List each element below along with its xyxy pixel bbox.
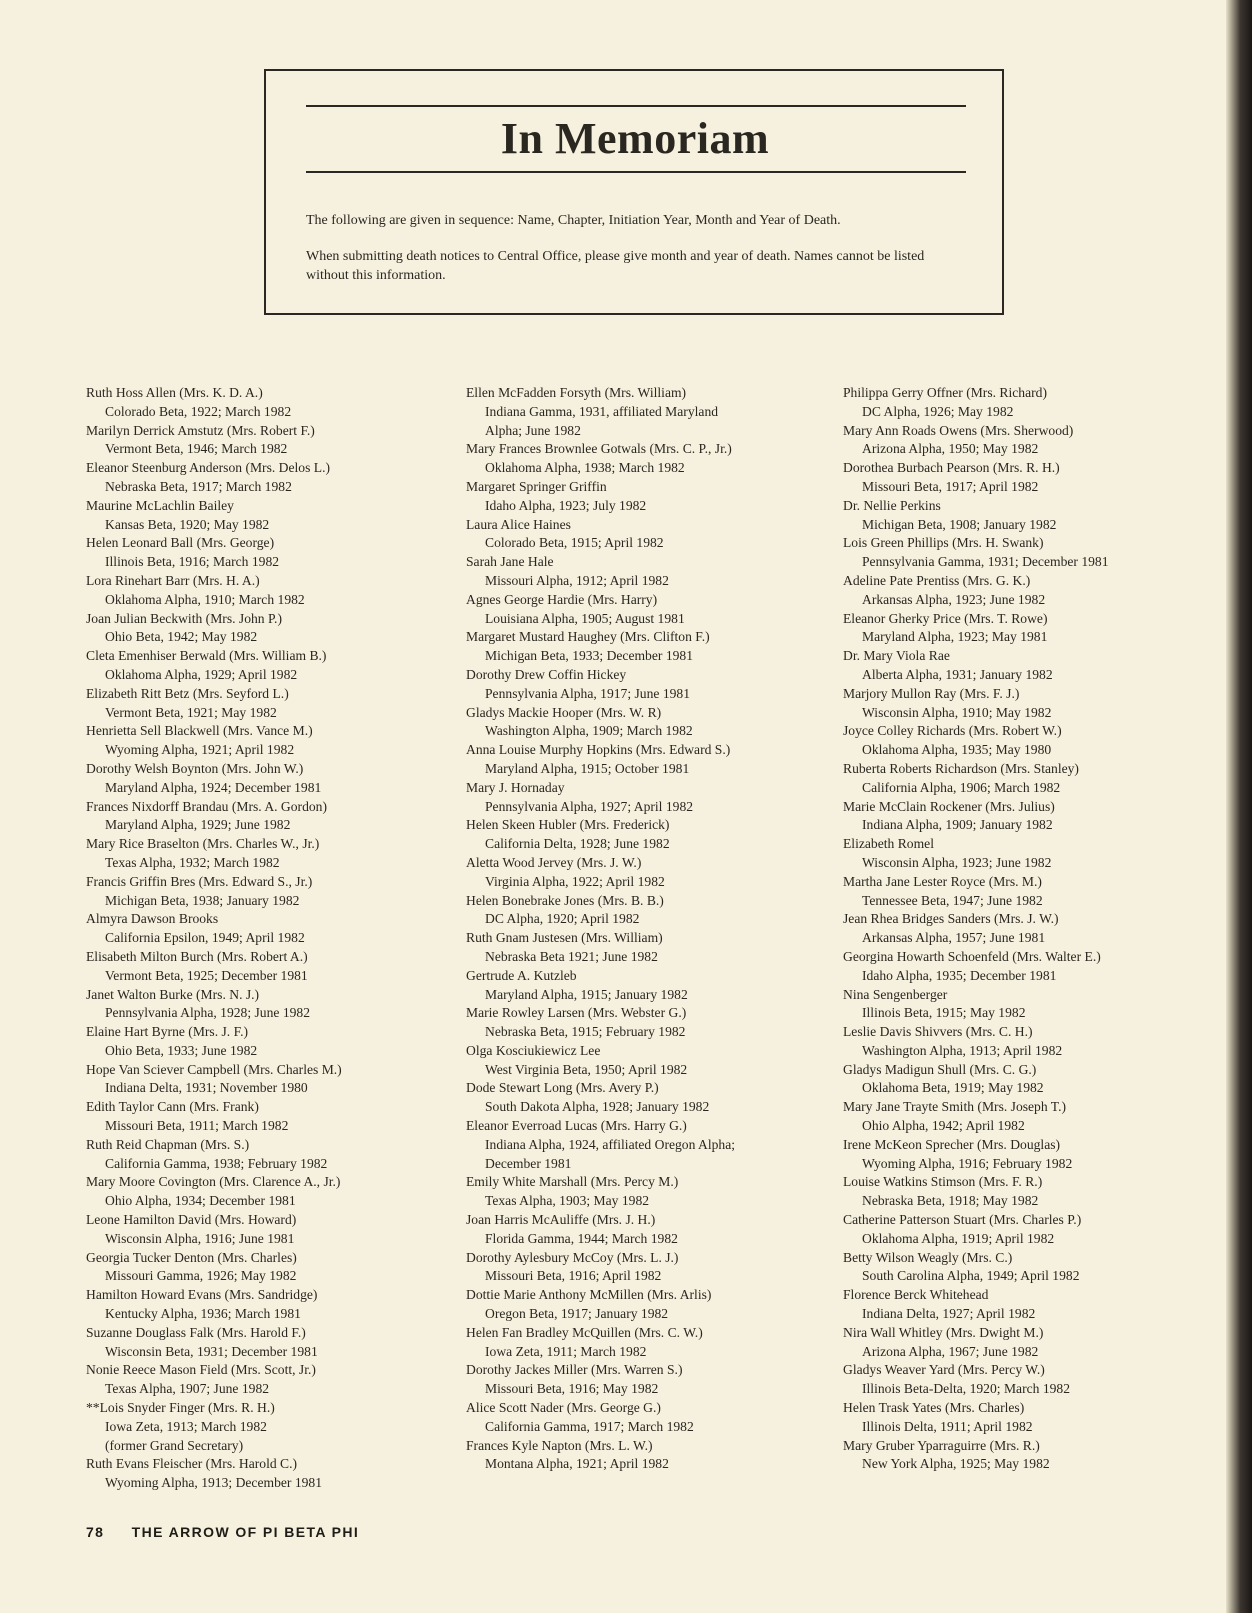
member-name: Eleanor Steenburg Anderson (Mrs. Delos L.) — [86, 460, 331, 476]
member-details: Missouri Gamma, 1926; May 1982 — [105, 1268, 297, 1284]
member-name: Joyce Colley Richards (Mrs. Robert W.) — [843, 723, 1062, 739]
member-details: Wyoming Alpha, 1921; April 1982 — [105, 742, 295, 758]
member-details: California Alpha, 1906; March 1982 — [862, 779, 1061, 795]
memoriam-entry — [843, 497, 1223, 535]
member-details: Wisconsin Alpha, 1923; June 1982 — [862, 854, 1052, 870]
member-name: Helen Skeen Hubler (Mrs. Frederick) — [466, 817, 670, 833]
memoriam-column-1 — [86, 384, 426, 1493]
memoriam-entry — [86, 384, 426, 422]
memoriam-entry — [86, 1455, 426, 1493]
memoriam-entry — [843, 1211, 1223, 1249]
memoriam-header-box — [264, 69, 1004, 315]
page-footer — [86, 1524, 359, 1540]
member-details: New York Alpha, 1925; May 1982 — [862, 1456, 1050, 1472]
member-name: Dorothy Aylesbury McCoy (Mrs. L. J.) — [466, 1249, 679, 1265]
member-name: Frances Kyle Napton (Mrs. L. W.) — [466, 1437, 653, 1453]
member-name: Dottie Marie Anthony McMillen (Mrs. Arlis) — [466, 1287, 712, 1303]
memoriam-entry — [843, 384, 1223, 422]
memoriam-entry — [843, 1399, 1223, 1437]
member-name: Catherine Patterson Stuart (Mrs. Charles P.) — [843, 1212, 1082, 1228]
memoriam-entry — [843, 722, 1223, 760]
member-details: Missouri Beta, 1916; April 1982 — [485, 1268, 662, 1284]
memoriam-entry — [466, 591, 826, 629]
member-details: Michigan Beta, 1933; December 1981 — [485, 648, 694, 664]
memoriam-entry — [86, 760, 426, 798]
memoriam-entry — [843, 1361, 1223, 1399]
memoriam-entry — [86, 1061, 426, 1099]
member-name: Dorothy Jackes Miller (Mrs. Warren S.) — [466, 1362, 683, 1378]
member-name: Lora Rinehart Barr (Mrs. H. A.) — [86, 572, 260, 588]
memoriam-entry — [843, 572, 1223, 610]
member-details: Wisconsin Alpha, 1916; June 1981 — [105, 1230, 295, 1246]
member-name: Edith Taylor Cann (Mrs. Frank) — [86, 1099, 259, 1115]
member-details: Nebraska Beta, 1917; March 1982 — [105, 478, 292, 494]
memoriam-entry — [466, 1042, 826, 1080]
member-details: Missouri Beta, 1917; April 1982 — [862, 478, 1039, 494]
memoriam-entry — [466, 854, 826, 892]
memoriam-entry — [843, 910, 1223, 948]
member-details: Pennsylvania Alpha, 1917; June 1981 — [485, 685, 691, 701]
member-details: Idaho Alpha, 1935; December 1981 — [862, 967, 1057, 983]
member-name: Agnes George Hardie (Mrs. Harry) — [466, 591, 658, 607]
member-details: Ohio Alpha, 1942; April 1982 — [862, 1118, 1025, 1134]
member-details: Nebraska Beta, 1915; February 1982 — [485, 1024, 686, 1040]
member-name: Almyra Dawson Brooks — [86, 911, 219, 927]
member-name: Lois Green Phillips (Mrs. H. Swank) — [843, 535, 1044, 551]
member-details: Illinois Beta-Delta, 1920; March 1982 — [862, 1381, 1071, 1397]
member-details: Oklahoma Alpha, 1919; April 1982 — [862, 1230, 1055, 1246]
memoriam-entry — [466, 1249, 826, 1287]
member-name: Martha Jane Lester Royce (Mrs. M.) — [843, 873, 1042, 889]
member-details: Illinois Beta, 1915; May 1982 — [862, 1005, 1026, 1021]
member-name: Helen Fan Bradley McQuillen (Mrs. C. W.) — [466, 1324, 703, 1340]
memoriam-entry — [86, 1249, 426, 1287]
memoriam-entry — [843, 873, 1223, 911]
member-details: Iowa Zeta, 1913; March 1982 — [105, 1418, 267, 1434]
memoriam-entry — [466, 741, 826, 779]
member-name: Dr. Mary Viola Rae — [843, 648, 950, 664]
memoriam-entry — [86, 948, 426, 986]
memoriam-column-2 — [466, 384, 826, 1474]
member-details: Arizona Alpha, 1967; June 1982 — [862, 1343, 1039, 1359]
member-details: South Carolina Alpha, 1949; April 1982 — [862, 1268, 1080, 1284]
member-details: Texas Alpha, 1907; June 1982 — [105, 1381, 270, 1397]
member-details: Missouri Alpha, 1912; April 1982 — [485, 572, 669, 588]
member-name: Dr. Nellie Perkins — [843, 497, 941, 513]
memoriam-entry — [843, 760, 1223, 798]
member-name: Nonie Reece Mason Field (Mrs. Scott, Jr.) — [86, 1362, 316, 1378]
member-name: Mary Frances Brownlee Gotwals (Mrs. C. P., Jr.) — [466, 441, 732, 457]
memoriam-entry — [466, 1211, 826, 1249]
member-details: Wisconsin Beta, 1931; December 1981 — [105, 1343, 318, 1359]
member-name: Maurine McLachlin Bailey — [86, 497, 234, 513]
member-name: Florence Berck Whitehead — [843, 1287, 989, 1303]
memoriam-entry — [843, 1286, 1223, 1324]
member-name: Irene McKeon Sprecher (Mrs. Douglas) — [843, 1136, 1061, 1152]
member-details: Oregon Beta, 1917; January 1982 — [485, 1306, 669, 1322]
memoriam-entry — [86, 1023, 426, 1061]
member-name: Mary Ann Roads Owens (Mrs. Sherwood) — [843, 422, 1074, 438]
member-details: Ohio Beta, 1933; June 1982 — [105, 1042, 258, 1058]
member-name: Betty Wilson Weagly (Mrs. C.) — [843, 1249, 1013, 1265]
member-name: Frances Nixdorff Brandau (Mrs. A. Gordon) — [86, 798, 327, 814]
memoriam-entry — [466, 1117, 826, 1173]
member-name: Gladys Madigun Shull (Mrs. C. G.) — [843, 1061, 1037, 1077]
member-details: Oklahoma Alpha, 1938; March 1982 — [485, 460, 685, 476]
member-name: Elizabeth Ritt Betz (Mrs. Seyford L.) — [86, 685, 289, 701]
memoriam-entry — [466, 704, 826, 742]
member-details: Illinois Delta, 1911; April 1982 — [862, 1418, 1033, 1434]
memoriam-entry — [843, 685, 1223, 723]
memoriam-entry — [466, 1173, 826, 1211]
memoriam-entry — [466, 516, 826, 554]
memoriam-entry — [86, 1286, 426, 1324]
member-details: Colorado Beta, 1915; April 1982 — [485, 535, 664, 551]
memoriam-entry — [466, 1324, 826, 1362]
member-name: Hope Van Sciever Campbell (Mrs. Charles M.) — [86, 1061, 342, 1077]
memoriam-entry — [466, 1079, 826, 1117]
member-details: Idaho Alpha, 1923; July 1982 — [485, 497, 647, 513]
member-details: Missouri Beta, 1911; March 1982 — [105, 1118, 289, 1134]
page-number: 78 — [86, 1524, 105, 1540]
member-name: Eleanor Gherky Price (Mrs. T. Rowe) — [843, 610, 1048, 626]
member-details: California Gamma, 1917; March 1982 — [485, 1418, 694, 1434]
member-details: Louisiana Alpha, 1905; August 1981 — [485, 610, 685, 626]
member-details: California Delta, 1928; June 1982 — [485, 836, 670, 852]
member-details: California Epsilon, 1949; April 1982 — [105, 930, 305, 946]
member-name: Gladys Mackie Hooper (Mrs. W. R) — [466, 704, 662, 720]
member-details: Missouri Beta, 1916; May 1982 — [485, 1381, 659, 1397]
member-details: Vermont Beta, 1925; December 1981 — [105, 967, 308, 983]
member-details: Maryland Alpha, 1915; January 1982 — [485, 986, 688, 1002]
memoriam-entry — [86, 798, 426, 836]
member-details: Florida Gamma, 1944; March 1982 — [485, 1230, 678, 1246]
member-details: Kentucky Alpha, 1936; March 1981 — [105, 1306, 301, 1322]
member-name: Joan Harris McAuliffe (Mrs. J. H.) — [466, 1212, 656, 1228]
member-details: DC Alpha, 1926; May 1982 — [862, 403, 1014, 419]
member-name: Cleta Emenhiser Berwald (Mrs. William B.) — [86, 648, 327, 664]
memoriam-entry — [843, 422, 1223, 460]
member-name: Nira Wall Whitley (Mrs. Dwight M.) — [843, 1324, 1044, 1340]
submission-note: When submitting death notices to Central Office, please give month and year of death. Names cannot be listed without this information. — [306, 249, 925, 283]
member-details: Montana Alpha, 1921; April 1982 — [485, 1456, 669, 1472]
memoriam-entry — [843, 1173, 1223, 1211]
member-details: Michigan Beta, 1908; January 1982 — [862, 516, 1057, 532]
title-rule-top — [306, 105, 966, 107]
memoriam-entry — [86, 1173, 426, 1211]
memoriam-entry — [466, 929, 826, 967]
member-name: Ruberta Roberts Richardson (Mrs. Stanley) — [843, 760, 1079, 776]
member-name: Dorothy Drew Coffin Hickey — [466, 666, 627, 682]
memoriam-entry — [86, 610, 426, 648]
memoriam-entry — [843, 835, 1223, 873]
memoriam-entry — [466, 816, 826, 854]
member-name: Mary Moore Covington (Mrs. Clarence A., Jr.) — [86, 1174, 341, 1190]
member-name: Mary Rice Braselton (Mrs. Charles W., Jr.) — [86, 836, 320, 852]
member-details: Pennsylvania Gamma, 1931; December 1981 — [862, 554, 1109, 570]
member-name: Ruth Reid Chapman (Mrs. S.) — [86, 1136, 250, 1152]
memoriam-entry — [843, 459, 1223, 497]
member-name: Helen Leonard Ball (Mrs. George) — [86, 535, 275, 551]
member-name: Margaret Springer Griffin — [466, 478, 607, 494]
memoriam-entry — [86, 1098, 426, 1136]
member-name: Henrietta Sell Blackwell (Mrs. Vance M.) — [86, 723, 313, 739]
member-name: Helen Trask Yates (Mrs. Charles) — [843, 1400, 1025, 1416]
member-details: Maryland Alpha, 1915; October 1981 — [485, 760, 690, 776]
member-name: Suzanne Douglass Falk (Mrs. Harold F.) — [86, 1324, 306, 1340]
member-name: Gladys Weaver Yard (Mrs. Percy W.) — [843, 1362, 1045, 1378]
member-details: Oklahoma Alpha, 1910; March 1982 — [105, 591, 305, 607]
member-details: Vermont Beta, 1921; May 1982 — [105, 704, 277, 720]
memoriam-entry — [86, 572, 426, 610]
memoriam-entry — [466, 440, 826, 478]
member-name: Marie McClain Rockener (Mrs. Julius) — [843, 798, 1055, 814]
member-name: Eleanor Everroad Lucas (Mrs. Harry G.) — [466, 1118, 687, 1134]
memoriam-entry — [466, 553, 826, 591]
page-title: In Memoriam — [500, 114, 770, 163]
memoriam-entry — [843, 986, 1223, 1024]
member-name: Dorothy Welsh Boynton (Mrs. John W.) — [86, 760, 304, 776]
member-name: Nina Sengenberger — [843, 986, 948, 1002]
member-name: Francis Griffin Bres (Mrs. Edward S., Jr.) — [86, 873, 313, 889]
member-name: Sarah Jane Hale — [466, 554, 554, 570]
member-details: Virginia Alpha, 1922; April 1982 — [485, 873, 665, 889]
memoriam-entry — [466, 1437, 826, 1475]
member-details: Tennessee Beta, 1947; June 1982 — [862, 892, 1043, 908]
memoriam-entry — [843, 1249, 1223, 1287]
memoriam-entry — [466, 478, 826, 516]
member-name: Ellen McFadden Forsyth (Mrs. William) — [466, 385, 687, 400]
member-name: Dode Stewart Long (Mrs. Avery P.) — [466, 1080, 659, 1096]
memoriam-entry — [86, 497, 426, 535]
member-details: December 1981 — [485, 1155, 572, 1171]
memoriam-entry — [843, 948, 1223, 986]
member-details: Ohio Beta, 1942; May 1982 — [105, 629, 258, 645]
memoriam-column-3 — [843, 384, 1223, 1474]
memoriam-entry — [466, 628, 826, 666]
member-details: Nebraska Beta, 1918; May 1982 — [862, 1193, 1039, 1209]
member-details: Arizona Alpha, 1950; May 1982 — [862, 441, 1039, 457]
member-details: Kansas Beta, 1920; May 1982 — [105, 516, 270, 532]
member-details: Indiana Delta, 1931; November 1980 — [105, 1080, 308, 1096]
member-details: Ohio Alpha, 1934; December 1981 — [105, 1193, 296, 1209]
member-name: Janet Walton Burke (Mrs. N. J.) — [86, 986, 260, 1002]
memoriam-entry — [466, 666, 826, 704]
member-name: Emily White Marshall (Mrs. Percy M.) — [466, 1174, 679, 1190]
member-name: Georgia Tucker Denton (Mrs. Charles) — [86, 1249, 297, 1265]
memoriam-entry — [843, 610, 1223, 648]
member-details: Indiana Alpha, 1924, affiliated Oregon Alpha; — [485, 1136, 736, 1152]
member-details: California Gamma, 1938; February 1982 — [105, 1155, 328, 1171]
member-details: Washington Alpha, 1913; April 1982 — [862, 1042, 1063, 1058]
member-details: South Dakota Alpha, 1928; January 1982 — [485, 1099, 710, 1115]
member-name: Aletta Wood Jervey (Mrs. J. W.) — [466, 854, 642, 870]
member-details: West Virginia Beta, 1950; April 1982 — [485, 1061, 688, 1077]
memoriam-entry — [466, 384, 826, 440]
member-details: Michigan Beta, 1938; January 1982 — [105, 892, 300, 908]
memoriam-entry — [466, 1286, 826, 1324]
memoriam-entry — [843, 1136, 1223, 1174]
memoriam-entry — [86, 422, 426, 460]
page-edge-shadow — [1226, 0, 1252, 1613]
member-name: Alice Scott Nader (Mrs. George G.) — [466, 1400, 661, 1416]
member-name: Helen Bonebrake Jones (Mrs. B. B.) — [466, 892, 664, 908]
memoriam-entry — [843, 1324, 1223, 1362]
member-name: Mary Gruber Yparraguirre (Mrs. R.) — [843, 1437, 1040, 1453]
memoriam-entry — [86, 647, 426, 685]
member-name: Georgina Howarth Schoenfeld (Mrs. Walter E.) — [843, 948, 1101, 964]
memoriam-entry — [86, 873, 426, 911]
member-details: Maryland Alpha, 1929; June 1982 — [105, 817, 291, 833]
memoriam-entry — [86, 1361, 426, 1399]
memoriam-entry — [466, 1399, 826, 1437]
memoriam-entry — [843, 647, 1223, 685]
member-details: Oklahoma Beta, 1919; May 1982 — [862, 1080, 1044, 1096]
memoriam-entry — [86, 685, 426, 723]
member-name: Olga Kosciukiewicz Lee — [466, 1042, 601, 1058]
memoriam-entry — [466, 1361, 826, 1399]
member-name: Marie Rowley Larsen (Mrs. Webster G.) — [466, 1005, 687, 1021]
member-details: Texas Alpha, 1903; May 1982 — [485, 1193, 650, 1209]
member-details: Maryland Alpha, 1923; May 1981 — [862, 629, 1048, 645]
member-name: Elaine Hart Byrne (Mrs. J. F.) — [86, 1024, 249, 1040]
memoriam-entry — [86, 1399, 426, 1455]
member-details: Wyoming Alpha, 1916; February 1982 — [862, 1155, 1073, 1171]
memoriam-entry — [843, 1061, 1223, 1099]
memoriam-entry — [466, 967, 826, 1005]
member-name: Ruth Hoss Allen (Mrs. K. D. A.) — [86, 385, 263, 400]
member-details: Texas Alpha, 1932; March 1982 — [105, 854, 280, 870]
member-name: Leslie Davis Shivvers (Mrs. C. H.) — [843, 1024, 1033, 1040]
member-name: Hamilton Howard Evans (Mrs. Sandridge) — [86, 1287, 318, 1303]
memoriam-entry — [843, 1437, 1223, 1475]
member-name: Marilyn Derrick Amstutz (Mrs. Robert F.) — [86, 422, 315, 438]
memoriam-entry — [843, 1098, 1223, 1136]
member-name: Philippa Gerry Offner (Mrs. Richard) — [843, 385, 1047, 400]
member-details: Alpha; June 1982 — [485, 422, 581, 438]
member-name: Ruth Evans Fleischer (Mrs. Harold C.) — [86, 1456, 298, 1472]
member-details: Oklahoma Alpha, 1935; May 1980 — [862, 742, 1052, 758]
member-details: Pennsylvania Alpha, 1927; April 1982 — [485, 798, 694, 814]
member-name: Mary J. Hornaday — [466, 779, 565, 795]
memoriam-entry — [466, 779, 826, 817]
member-name: Joan Julian Beckwith (Mrs. John P.) — [86, 610, 282, 626]
member-name: Adeline Pate Prentiss (Mrs. G. K.) — [843, 572, 1031, 588]
sequence-note: The following are given in sequence: Name, Chapter, Initiation Year, Month and Year of Death. — [306, 213, 841, 228]
member-name: Mary Jane Trayte Smith (Mrs. Joseph T.) — [843, 1099, 1067, 1115]
memoriam-entry — [86, 1211, 426, 1249]
title-rule-bottom — [306, 171, 966, 173]
member-name: Leone Hamilton David (Mrs. Howard) — [86, 1212, 297, 1228]
memoriam-entry — [466, 1004, 826, 1042]
memoriam-entry — [86, 835, 426, 873]
member-details: Washington Alpha, 1909; March 1982 — [485, 723, 693, 739]
member-details: DC Alpha, 1920; April 1982 — [485, 911, 640, 927]
member-details: Arkansas Alpha, 1923; June 1982 — [862, 591, 1046, 607]
member-details: Indiana Delta, 1927; April 1982 — [862, 1306, 1036, 1322]
member-details: Colorado Beta, 1922; March 1982 — [105, 403, 292, 419]
member-details: Arkansas Alpha, 1957; June 1981 — [862, 930, 1046, 946]
memoriam-entry — [86, 1324, 426, 1362]
member-details: Iowa Zeta, 1911; March 1982 — [485, 1343, 647, 1359]
member-details: Oklahoma Alpha, 1929; April 1982 — [105, 666, 298, 682]
memoriam-entry — [86, 986, 426, 1024]
member-details: Pennsylvania Alpha, 1928; June 1982 — [105, 1005, 311, 1021]
member-name: **Lois Snyder Finger (Mrs. R. H.) — [86, 1400, 275, 1416]
member-name: Jean Rhea Bridges Sanders (Mrs. J. W.) — [843, 911, 1059, 927]
member-name: Marjory Mullon Ray (Mrs. F. J.) — [843, 685, 1020, 701]
member-name: Louise Watkins Stimson (Mrs. F. R.) — [843, 1174, 1043, 1190]
member-details: (former Grand Secretary) — [105, 1437, 244, 1453]
member-name: Anna Louise Murphy Hopkins (Mrs. Edward S.) — [466, 742, 731, 758]
member-details: Maryland Alpha, 1924; December 1981 — [105, 779, 322, 795]
memoriam-entry — [86, 722, 426, 760]
memoriam-entry — [843, 1023, 1223, 1061]
member-name: Elizabeth Romel — [843, 836, 934, 852]
member-name: Ruth Gnam Justesen (Mrs. William) — [466, 930, 663, 946]
member-name: Gertrude A. Kutzleb — [466, 967, 577, 983]
member-details: Nebraska Beta 1921; June 1982 — [485, 948, 658, 964]
member-details: Illinois Beta, 1916; March 1982 — [105, 554, 280, 570]
member-details: Wisconsin Alpha, 1910; May 1982 — [862, 704, 1052, 720]
member-details: Vermont Beta, 1946; March 1982 — [105, 441, 288, 457]
memoriam-entry — [466, 892, 826, 930]
memoriam-entry — [86, 1136, 426, 1174]
member-details: Indiana Alpha, 1909; January 1982 — [862, 817, 1053, 833]
member-name: Margaret Mustard Haughey (Mrs. Clifton F.) — [466, 629, 710, 645]
member-details: Indiana Gamma, 1931, affiliated Maryland — [485, 403, 719, 419]
publication-name: THE ARROW OF PI BETA PHI — [131, 1524, 360, 1540]
memoriam-entry — [86, 459, 426, 497]
memoriam-entry — [843, 798, 1223, 836]
member-name: Elisabeth Milton Burch (Mrs. Robert A.) — [86, 948, 308, 964]
memoriam-entry — [86, 910, 426, 948]
member-name: Dorothea Burbach Pearson (Mrs. R. H.) — [843, 460, 1060, 476]
member-details: Alberta Alpha, 1931; January 1982 — [862, 666, 1053, 682]
memoriam-entry — [843, 534, 1223, 572]
member-details: Wyoming Alpha, 1913; December 1981 — [105, 1475, 323, 1491]
memoriam-entry — [86, 534, 426, 572]
member-name: Laura Alice Haines — [466, 516, 571, 532]
